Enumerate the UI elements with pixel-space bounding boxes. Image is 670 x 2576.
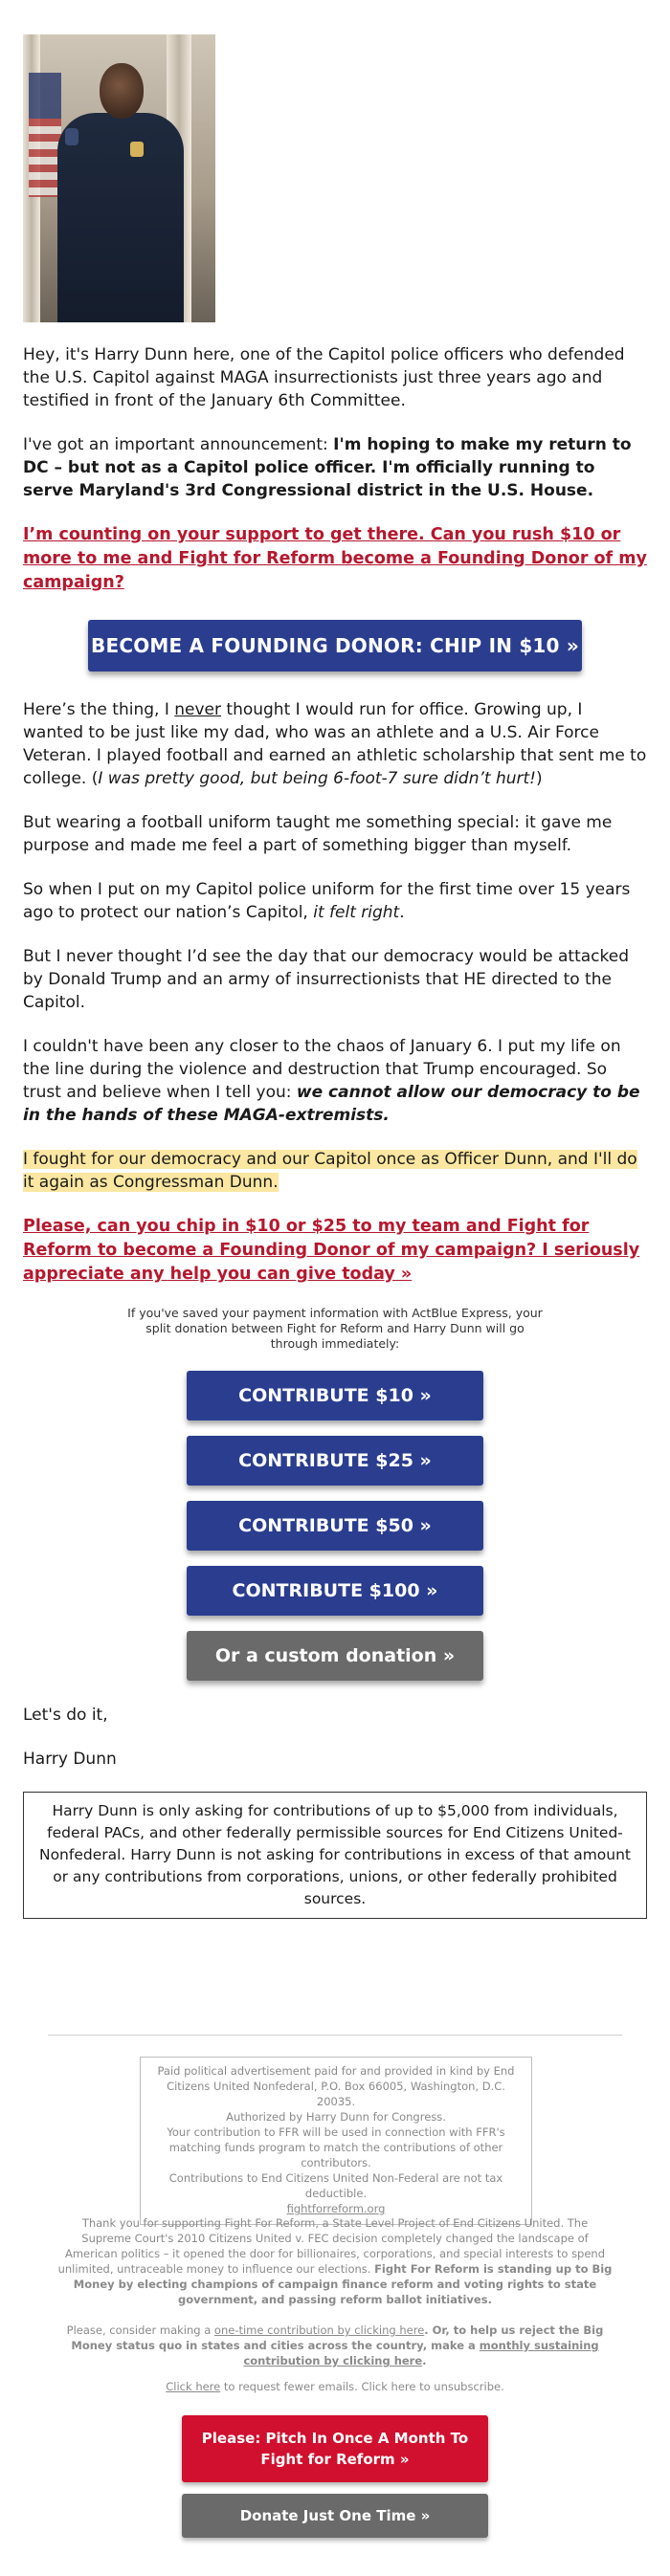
tax-deductible-text: Contributions to End Citizens United Non-Federal are not tax deductible. [168,2171,503,2200]
intro-paragraph: Hey, it's Harry Dunn here, one of the Capitol police officers who defended the U.S. Capitol against MAGA insurrectionists just three years ago and testified in front of the January 6th Committee. [23,345,625,410]
shoulder-patch-icon [65,128,78,145]
unsubscribe-paragraph: Click here to request fewer emails. Click here to unsubscribe. [166,2380,504,2393]
story-paragraph-3: So when I put on my Capitol police uniform for the first time over 15 years ago to protect our nation’s Capitol, it felt right. [23,880,631,922]
contribute-10-button[interactable]: CONTRIBUTE $10 » [187,1371,483,1420]
story-paragraph-5: I couldn't have been any closer to the chaos of January 6. I put my life on the line during the violence and destruction that Trump encouraged. So trust and believe when I tell you: we cannot allow our democracy to be in the hands of these MAGA-extremists. [23,1037,640,1125]
monthly-pitch-in-button[interactable]: Please: Pitch In Once A Month To Fight for Reform » [182,2415,488,2482]
footer-divider [48,2035,622,2036]
announcement-paragraph: I've got an important announcement: I'm hoping to make my return to DC – but not as a Capitol police officer. I'm officially running to serve Maryland's 3rd Congressional district in the U.S. House. [23,435,632,500]
paid-for-text: Paid political advertisement paid for and provided in kind by End Citizens United Nonfederal, P.O. Box 66005, Washington, D.C. 20035. [157,2064,515,2108]
story-paragraph-4: But I never thought I’d see the day that our democracy would be attacked by Donald Trump and an army of insurrectionists that HE directed to the Capitol. [23,947,630,1012]
contribute-50-button[interactable]: CONTRIBUTE $50 » [187,1501,483,1551]
badge-icon [130,142,144,157]
one-time-contribution-link[interactable]: one-time contribution by clicking here [213,2323,425,2337]
donate-one-time-button[interactable]: Donate Just One Time » [182,2494,488,2538]
story-paragraph-2: But wearing a football uniform taught me something special: it gave me purpose and made me feel a part of something bigger than myself. [23,813,613,855]
contribution-disclaimer: Harry Dunn is only asking for contributions of up to $5,000 from individuals, federal PACs, and other federally permissible sources for End Citizens United-Nonfederal. Harry Dunn is not asking for contributions in excess of that amount or any contributions from corporations, unions, or other federally prohibited sources. [23,1792,647,1919]
harry-dunn-photo [23,34,215,322]
custom-donation-button[interactable]: Or a custom donation » [187,1631,483,1681]
fewer-emails-link[interactable]: Click here [166,2380,221,2393]
fightforreform-link[interactable]: fightforreform.org [286,2202,386,2215]
highlight-paragraph: I fought for our democracy and our Capitol once as Officer Dunn, and I'll do it again as Congressman Dunn. [23,1150,637,1192]
contribute-100-button[interactable]: CONTRIBUTE $100 » [187,1566,483,1616]
authorized-by-text: Authorized by Harry Dunn for Congress. [226,2110,446,2124]
paid-for-box [140,2057,532,2225]
monthly-contribution-link[interactable]: monthly sustaining contribution by clicking here [243,2339,599,2367]
contribute-25-button[interactable]: CONTRIBUTE $25 » [187,1436,483,1486]
matching-funds-text: Your contribution to FFR will be used in connection with FFR's matching funds program to match the contributions of other contributors. [167,2125,505,2169]
consider-paragraph: Please, consider making a one-time contribution by clicking here. Or, to help us reject the Big Money status quo in states and cities across the country, make a monthly sustaining contribution by clicking here. [66,2323,604,2367]
actblue-express-note: If you've saved your payment information with ActBlue Express, your split donation between Fight for Reform and Harry Dunn will go through immediately: [127,1306,543,1351]
thanks-paragraph: Thank you for supporting Fight For Reform, a State Level Project of End Citizens United. The Supreme Court's 2010 Citizens United v. FEC decision completely changed the landscape of American politics – it opened the door for billionaires, corporations, and special interests to spend unlimited, untraceable money to influence our elections. Fight For Reform is standing up to Big Money by electing champions of campaign finance reform and voting rights to state government, and passing reform ballot initiatives. [57,2216,613,2306]
signoff-line: Let's do it, [23,1706,108,1725]
email-body [23,34,647,1919]
chip-in-10-button[interactable]: BECOME A FOUNDING DONOR: CHIP IN $10 » [88,620,582,672]
founding-donor-ask-link[interactable]: I’m counting on your support to get there. Can you rush $10 or more to me and Fight for Reform become a Founding Donor of my campaign? [23,525,647,592]
flag-icon [29,73,61,197]
story-paragraph-1: Here’s the thing, I never thought I would run for office. Growing up, I wanted to be just like my dad, who was an athlete and a U.S. Air Force Veteran. I played football and earned an athletic scholarship that sent me to college. (I was pretty good, but being 6-foot-7 sure didn’t hurt!) [23,700,647,788]
signoff-name: Harry Dunn [23,1750,117,1769]
chip-in-ask-link[interactable]: Please, can you chip in $10 or $25 to my team and Fight for Reform to become a Founding Donor of my campaign? I seriously appreciate any help you can give today » [23,1217,640,1284]
